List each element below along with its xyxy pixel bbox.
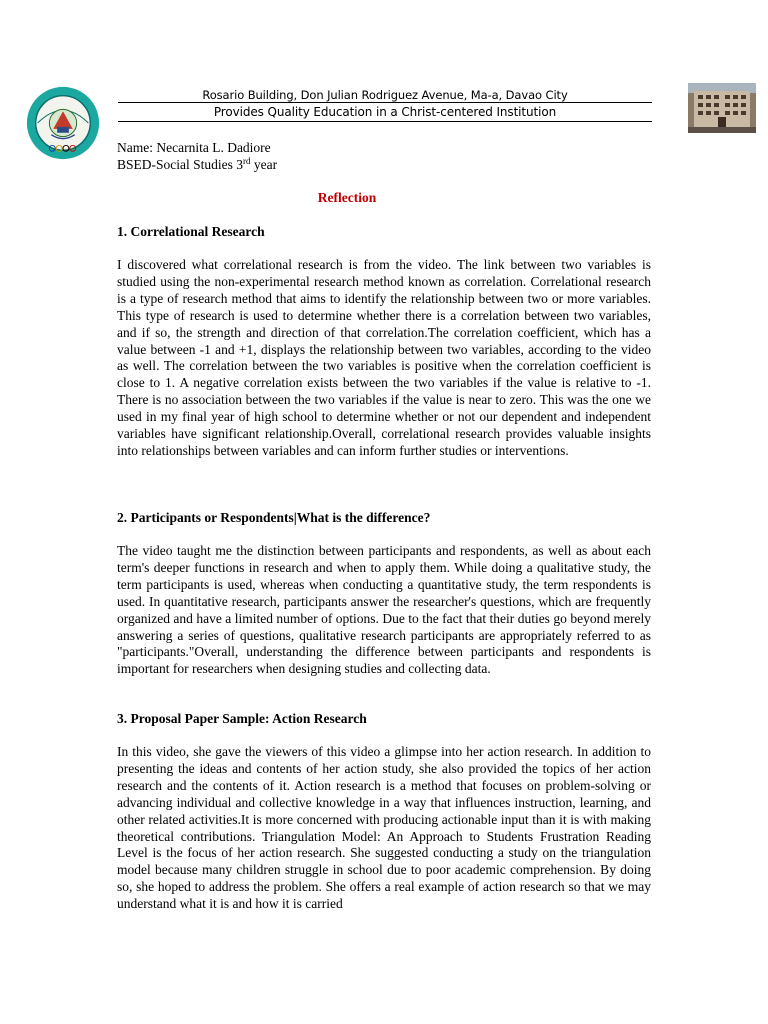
section-heading: 1. Correlational Research [117, 224, 265, 239]
school-address: Rosario Building, Don Julian Rodriguez Avenue, Ma-a, Davao City [202, 88, 568, 102]
course-ordinal: rd [243, 156, 251, 166]
course-text: BSED-Social Studies 3 [117, 157, 244, 172]
course-year: year [250, 157, 278, 172]
student-name: Name: Necarnita L. Dadiore [117, 140, 271, 155]
school-seal-logo [24, 84, 102, 162]
section-body: I discovered what correlational research is from the video. The link between two variables is studied using the non-experimental research method known as correlation. Correlational research is a type of research method that aims to identify the relationship between two or more variables. This type of research is used to determine whether there is a correlation between two variables, and if so, the strength and direction of that correlation.The correlation coefficient, which has a value between -1 and +1, displays the relationship between two variables, according to the video as well. The correlation between the two variables is positive when the correlation coefficient is close to 1. A negative correlation exists between the two variables if the value is relative to -1. There is no association between the two variables if the value is near to zero. This was the one we used in my final year of high school to determine whether or not our dependent and independent variables have significant relationship.Overall, correlational research provides valuable insights into relationships between variables and can inform further studies or interventions. [117, 257, 651, 458]
section-heading: 3. Proposal Paper Sample: Action Research [117, 711, 367, 726]
document-title: Reflection [317, 190, 377, 205]
section-body: In this video, she gave the viewers of this video a glimpse into her action research. In addition to presenting the ideas and contents of her action study, she also provided the topics of her action research and the contents of it. Action research is a method that focuses on problem-solving or advancing individual and collective knowledge in a way that influences instruction, learning, and other related activities.It is more concerned with producing actionable input than it is with making theoretical contributions. Triangulation Model: An Approach to Students Frustration Reading Level is the focus of her action research. She suggested conducting a study on the triangulation model because many children struggle in school due to poor academic comprehension. By doing so, she hoped to address the problem. She offers a real example of action research so that we may understand what it is and how it is carried [117, 744, 651, 912]
section-body: The video taught me the distinction between participants and respondents, as well as about each term's deeper functions in research and when to apply them. While doing a qualitative study, the term participants is used, whereas when conducting a quantitative study, the term respondents is used. In quantitative research, participants answer the researcher's questions, which are frequently organized and have a limited number of options. Due to the fact that their duties go beyond merely answering a series of questions, qualitative research participants are appropriately referred to as "participants."Overall, understanding the difference between participants and respondents is important for researchers when designing studies and collecting data. [117, 543, 651, 677]
student-course [117, 156, 277, 173]
school-tagline: Provides Quality Education in a Christ-centered Institution [213, 105, 557, 119]
section-heading: 2. Participants or Respondents|What is the difference? [117, 510, 431, 525]
header-rule-bottom [118, 121, 652, 122]
header-rule-top [118, 102, 652, 103]
school-building-photo [688, 83, 756, 133]
